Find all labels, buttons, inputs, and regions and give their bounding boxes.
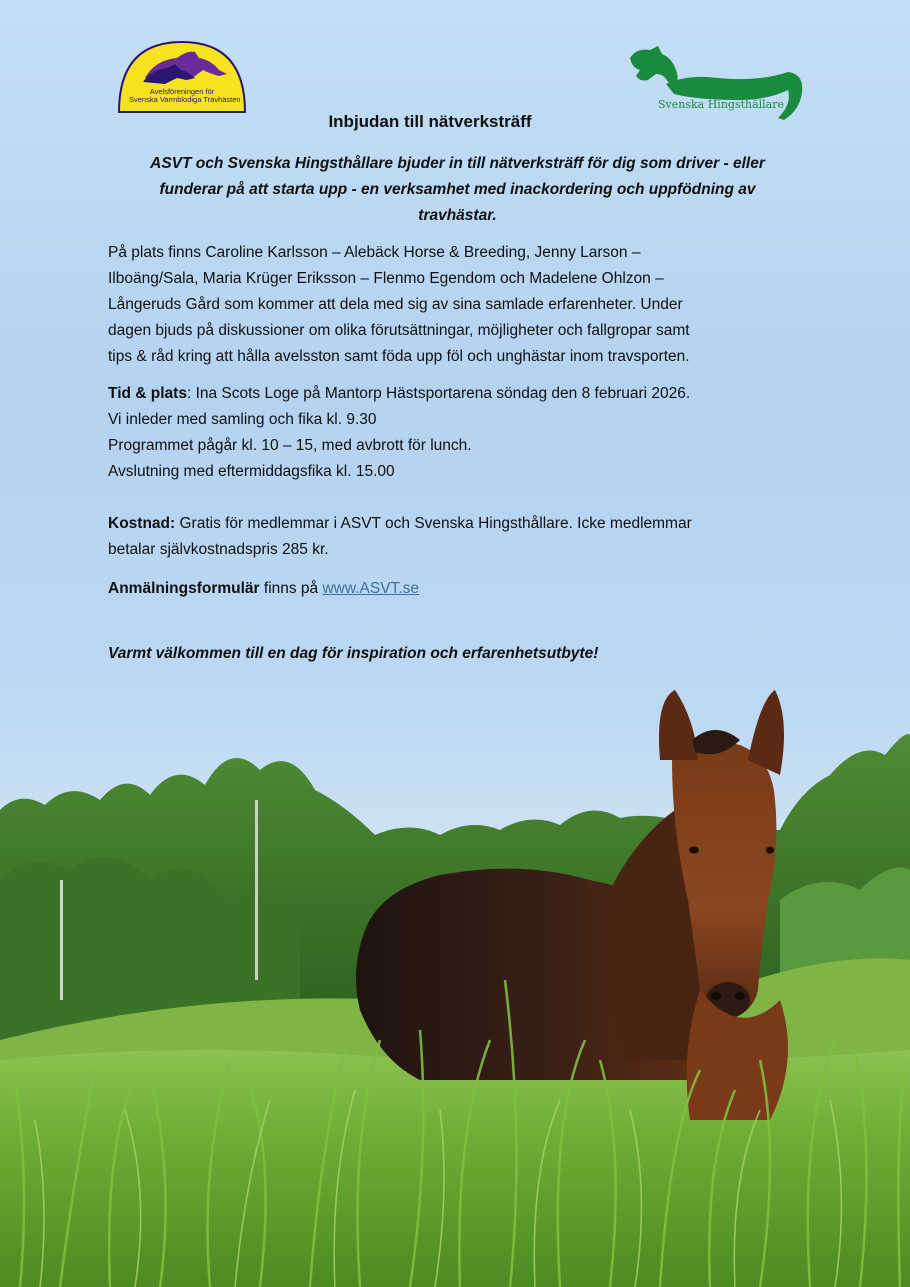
page-title: Inbjudan till nätverksträff [328,112,532,131]
registration-text: finns på [259,580,323,597]
intro-line: ASVT och Svenska Hingsthållare bjuder in till nätverksträff för dig som driver - eller [150,155,765,172]
registration-paragraph [108,576,808,602]
schedule-line: Avslutning med eftermiddagsfika kl. 15.00 [108,463,395,480]
schedule-line: Programmet pågår kl. 10 – 15, med avbrott för lunch. [108,437,472,454]
closing-text: Varmt välkommen till en dag för inspiration och erfarenhetsutbyte! [108,645,599,662]
schedule-paragraph [108,381,808,485]
paragraph-line: På plats finns Caroline Karlsson – Alebäck Horse & Breeding, Jenny Larson – [108,244,641,261]
logo-text-line: Avelsföreningen för [149,87,215,96]
paragraph-line: tips & råd kring att hålla avelsston samt föda upp föl och unghästar inom travsporten. [108,348,690,365]
cost-first-line [108,511,808,537]
cost-second-line: betalar självkostnadspris 285 kr. [108,541,329,558]
schedule-line: Vi inleder med samling och fika kl. 9.30 [108,411,377,428]
schedule-location: : Ina Scots Loge på Mantorp Hästsportarena söndag den 8 februari 2026. [186,385,691,402]
speakers-paragraph [108,240,808,370]
registration-line [108,576,808,602]
intro-text [100,151,815,229]
registration-label: Anmälningsformulär [108,580,260,597]
paragraph-line: dagen bjuds på diskussioner om olika förutsättningar, möjligheter och fallgropar samt [108,322,690,339]
cost-paragraph [108,511,808,563]
cost-text: Gratis för medlemmar i ASVT och Svenska Hingsthållare. Icke medlemmar [175,515,692,532]
asvt-logo [115,40,249,116]
paragraph-line: Långeruds Gård som kommer att dela med sig av sina samlade erfarenheter. Under [108,296,683,313]
tree-trunk [255,800,258,980]
svenska-hingsthallare-logo [628,44,808,122]
cost-label: Kostnad: [108,515,176,532]
tree-trunk [60,880,63,1000]
schedule-first-line [108,381,808,407]
logo-text-line: Svenska Varmblodiga Travhästen [129,95,241,104]
asvt-logo-text [129,87,241,104]
schedule-label: Tid & plats [108,385,187,402]
intro-line: travhästar. [418,207,497,224]
paragraph-line: Ilboäng/Sala, Maria Krüger Eriksson – Flenmo Egendom och Madelene Ohlzon – [108,270,664,287]
intro-line: funderar på att starta upp - en verksamhet med inackordering och uppfödning av [159,181,756,198]
asvt-website-link[interactable]: www.ASVT.se [322,580,419,597]
logo-text: Svenska Hingsthållare [658,98,785,111]
